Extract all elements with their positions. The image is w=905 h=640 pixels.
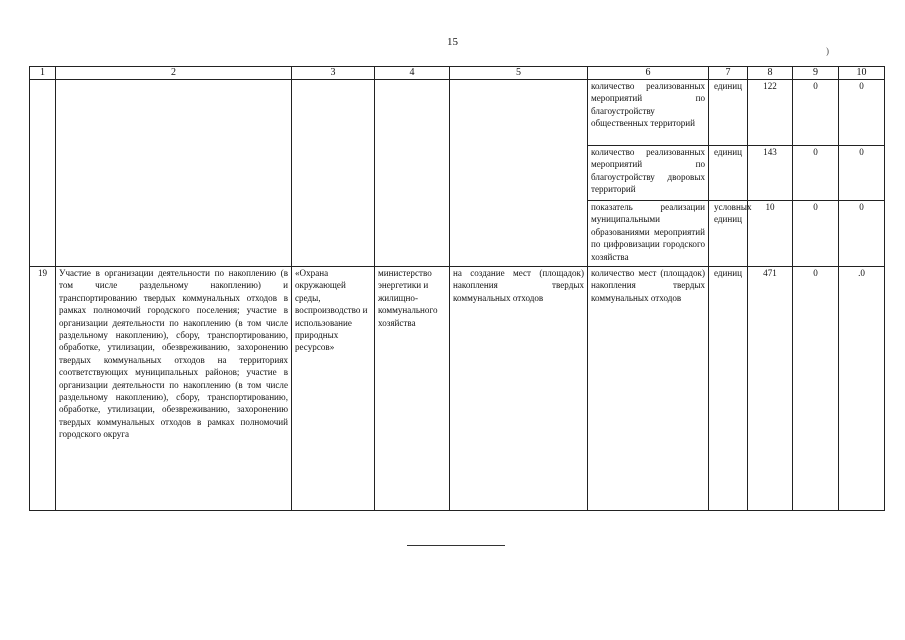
unit-cell: единиц [709, 80, 748, 146]
header-cell: 9 [793, 67, 839, 80]
purpose-cell: на создание мест (площадок) накопления твердых коммунальных отходов [450, 267, 588, 511]
corner-mark: ) [826, 46, 829, 56]
value-cell: 0 [839, 146, 885, 201]
row-number-cell: 19 [30, 267, 56, 511]
empty-cell [375, 80, 450, 267]
table-row [30, 80, 885, 146]
value-cell: 0 [839, 80, 885, 146]
empty-cell [30, 80, 56, 267]
executor-cell: министерство энергетики и жилищно-коммунального хозяйства [375, 267, 450, 511]
value-cell: 471 [748, 267, 793, 511]
indicator-cell: показатель реализации муниципальными образованиями мероприятий по цифровизации городского хозяйства [588, 201, 709, 267]
indicator-cell: количество мест (площадок) накопления твердых коммунальных отходов [588, 267, 709, 511]
table-row [30, 267, 885, 511]
unit-cell: условных единиц [709, 201, 748, 267]
header-cell: 7 [709, 67, 748, 80]
header-cell: 5 [450, 67, 588, 80]
empty-cell [450, 80, 588, 267]
value-cell: 10 [748, 201, 793, 267]
footer-divider [407, 545, 505, 546]
value-cell: 0 [793, 267, 839, 511]
unit-cell: единиц [709, 146, 748, 201]
header-row [30, 67, 885, 80]
value-cell: 0 [839, 201, 885, 267]
program-cell: «Охрана окружающей среды, воспроизводство и использование природных ресурсов» [292, 267, 375, 511]
value-cell: 0 [793, 146, 839, 201]
page-number: 15 [447, 36, 458, 48]
value-cell: 0 [793, 201, 839, 267]
header-cell: 1 [30, 67, 56, 80]
description-cell: Участие в организации деятельности по накоплению (в том числе раздельному накоплению) и транспортированию твердых коммунальных отходов в рамках полномочий городского поселения; участие в организации деятельности по накоплению (в том числе раздельному накоплению), сбору, транспортированию, обработке, утилизации, обезвреживанию, захоронению твердых коммунальных отходов на территориях соответствующих муниципальных районов; участие в организации деятельности по накоплению (в том числе раздельному накоплению), сбору, транспортированию, обработке, утилизации, обезвреживанию, захоронению твердых коммунальных отходов в рамках полномочий городского округа [56, 267, 292, 511]
header-cell: 2 [56, 67, 292, 80]
header-cell: 8 [748, 67, 793, 80]
indicator-cell: количество реализованных мероприятий по благоустройству дворовых территорий [588, 146, 709, 201]
header-cell: 4 [375, 67, 450, 80]
value-cell: 143 [748, 146, 793, 201]
empty-cell [56, 80, 292, 267]
value-cell: .0 [839, 267, 885, 511]
empty-cell [292, 80, 375, 267]
indicator-cell: количество реализованных мероприятий по благоустройству общественных территорий [588, 80, 709, 146]
unit-cell: единиц [709, 267, 748, 511]
value-cell: 0 [793, 80, 839, 146]
header-cell: 6 [588, 67, 709, 80]
data-table [29, 66, 885, 511]
header-cell: 10 [839, 67, 885, 80]
value-cell: 122 [748, 80, 793, 146]
header-cell: 3 [292, 67, 375, 80]
